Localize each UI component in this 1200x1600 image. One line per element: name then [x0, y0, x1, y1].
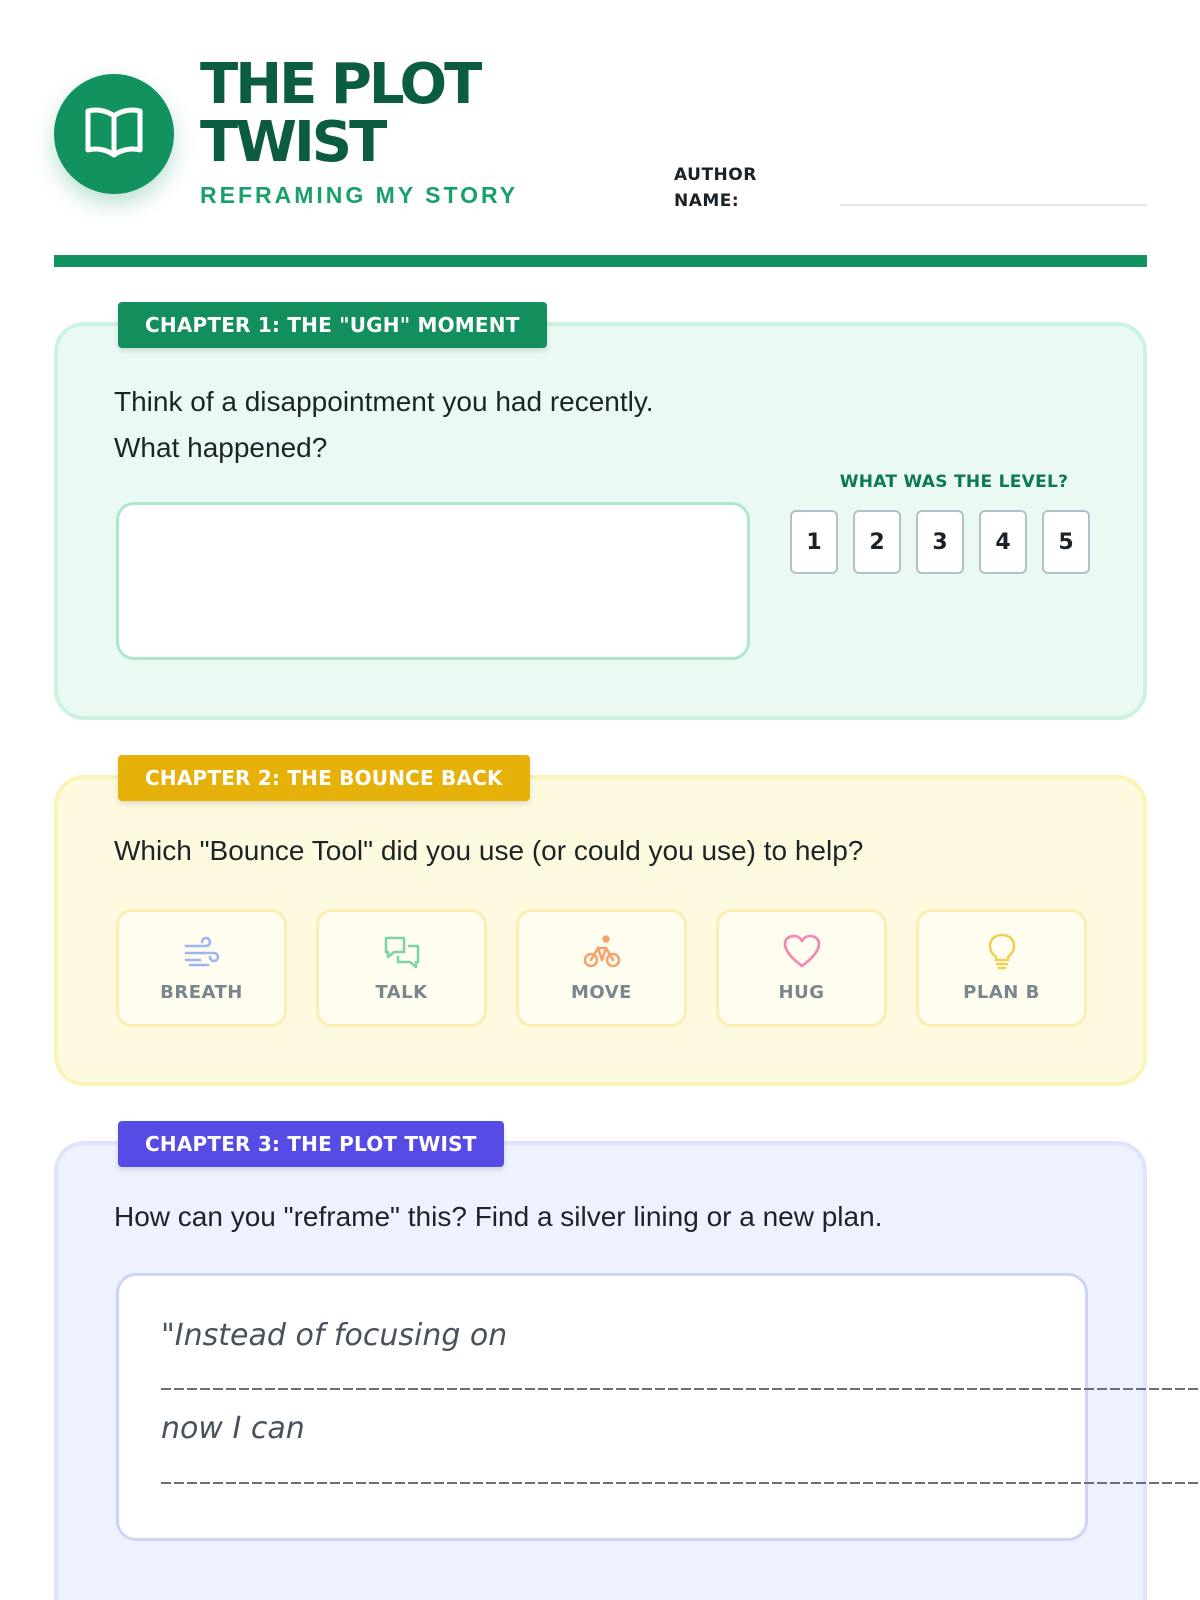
chapter-1-prompt-line-2: What happened? — [114, 432, 328, 463]
chapter-2-tab: CHAPTER 2: THE BOUNCE BACK — [118, 755, 530, 801]
chapter-1-section — [54, 313, 1147, 720]
chapter-1-tab: CHAPTER 1: THE "UGH" MOMENT — [118, 302, 547, 348]
bounce-tools — [116, 909, 1087, 1027]
page-title-line-2: TWIST — [200, 110, 385, 175]
header-divider — [54, 255, 1147, 267]
chapter-3-prompt: How can you "reframe" this? Find a silver lining or a new plan. — [114, 1201, 883, 1232]
author-name-label: AUTHOR NAME: — [674, 165, 757, 211]
page-subtitle: REFRAMING MY STORY — [200, 182, 519, 208]
reframe-blank-1[interactable] — [161, 1388, 1200, 1390]
title-block — [200, 52, 519, 209]
tool-hug-label: HUG — [778, 982, 825, 1003]
chapter-1-prompt-line-1: Think of a disappointment you had recently. — [114, 386, 654, 417]
author-name-field[interactable] — [840, 204, 1147, 206]
tool-move-label: MOVE — [571, 982, 632, 1003]
chat-bubbles-icon — [382, 932, 422, 972]
level-option-5[interactable]: 5 — [1042, 510, 1090, 574]
tool-talk-label: TALK — [375, 982, 428, 1003]
chapter-2-prompt: Which "Bounce Tool" did you use (or could you use) to help? — [114, 835, 864, 866]
reframe-answer-box[interactable] — [116, 1273, 1088, 1541]
chapter-3-tab: CHAPTER 3: THE PLOT TWIST — [118, 1121, 504, 1167]
level-option-1[interactable]: 1 — [790, 510, 838, 574]
wind-icon — [182, 932, 222, 972]
level-option-2[interactable]: 2 — [853, 510, 901, 574]
lightbulb-icon — [982, 932, 1022, 972]
tool-move[interactable] — [516, 909, 687, 1027]
tool-breath-label: BREATH — [160, 982, 243, 1003]
reframe-blank-2[interactable] — [161, 1482, 1200, 1484]
chapter-3-section — [54, 1132, 1147, 1600]
heart-icon — [782, 932, 822, 972]
logo-badge — [54, 74, 174, 194]
level-option-4[interactable]: 4 — [979, 510, 1027, 574]
level-option-3[interactable]: 3 — [916, 510, 964, 574]
tool-breath[interactable] — [116, 909, 287, 1027]
level-label: WHAT WAS THE LEVEL? — [839, 472, 1069, 492]
reframe-line-2: now I can — [161, 1411, 305, 1446]
reframe-line-1: "Instead of focusing on — [161, 1318, 508, 1353]
worksheet-header — [54, 54, 1147, 214]
what-happened-answer-box[interactable] — [116, 502, 750, 660]
tool-plan-b-label: PLAN B — [963, 982, 1040, 1003]
tool-plan-b[interactable] — [916, 909, 1087, 1027]
tool-hug[interactable] — [716, 909, 887, 1027]
level-scale — [790, 510, 1090, 574]
bike-icon — [582, 932, 622, 972]
open-book-icon — [82, 104, 146, 164]
tool-talk[interactable] — [316, 909, 487, 1027]
page-title-line-1: THE PLOT — [200, 52, 480, 117]
chapter-2-section — [54, 766, 1147, 1086]
